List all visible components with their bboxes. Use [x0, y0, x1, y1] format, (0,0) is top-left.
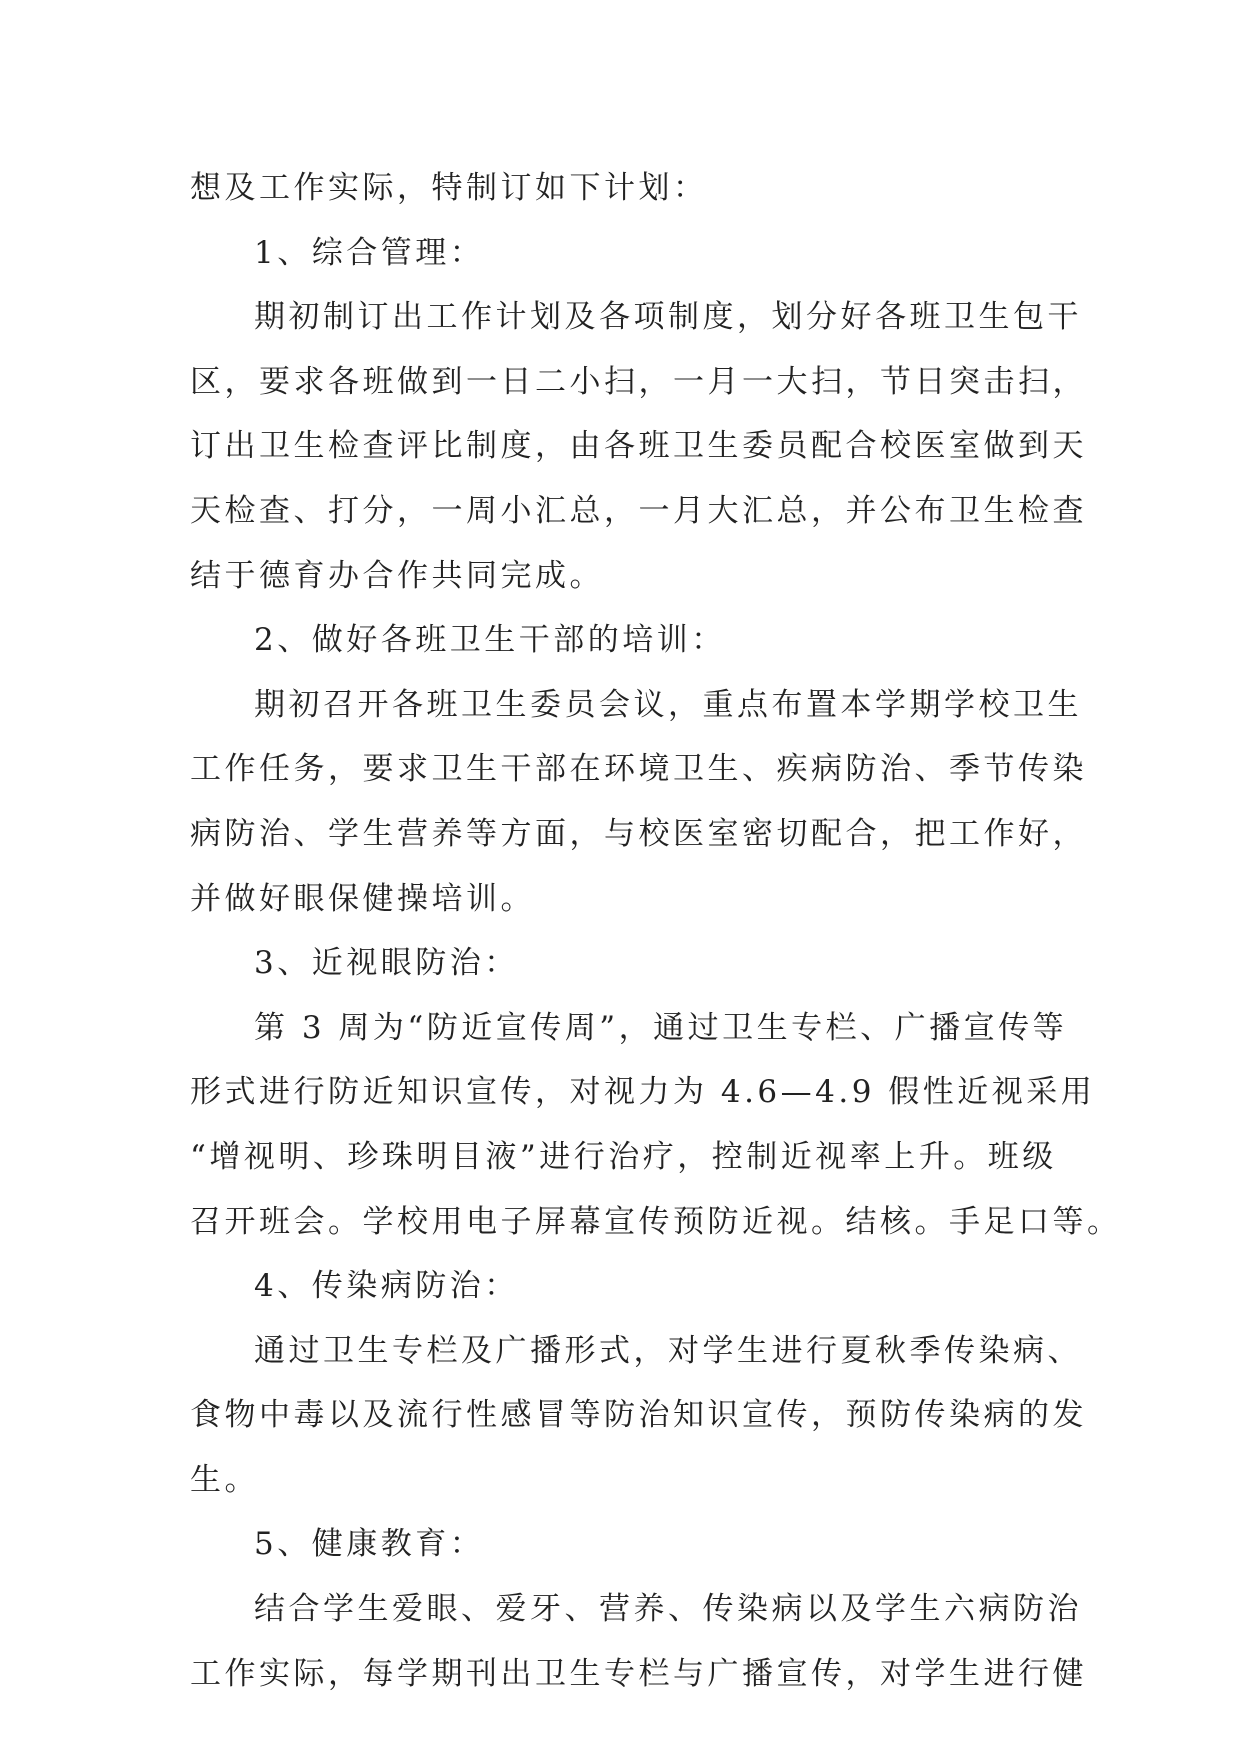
text-line: 结合学生爱眼、爱牙、营养、传染病以及学生六病防治: [254, 1591, 1082, 1628]
text-line: 工作实际，每学期刊出卫生专栏与广播宣传，对学生进行健: [190, 1655, 1087, 1692]
text-line: 期初召开各班卫生委员会议，重点布置本学期学校卫生: [254, 686, 1082, 723]
document-body: [190, 156, 1122, 1706]
text-line: 召开班会。学校用电子屏幕宣传预防近视。结核。手足口等。: [190, 1203, 1122, 1240]
text-line: 3、近视眼防治：: [254, 945, 519, 982]
text-line: 食物中毒以及流行性感冒等防治知识宣传，预防传染病的发: [190, 1397, 1087, 1434]
text-line: 通过卫生专栏及广播形式，对学生进行夏秋季传染病、: [254, 1332, 1082, 1369]
text-line: 订出卫生检查评比制度，由各班卫生委员配合校医室做到天: [190, 428, 1087, 465]
text-line: 5、健康教育：: [254, 1526, 485, 1563]
text-line: 病防治、学生营养等方面，与校医室密切配合，把工作好，: [190, 815, 1087, 852]
text-line: 第 3 周为“防近宣传周”，通过卫生专栏、广播宣传等: [254, 1009, 1068, 1046]
text-line: 4、传染病防治：: [254, 1268, 519, 1305]
text-line: 生。: [190, 1461, 259, 1498]
text-line: “增视明、珍珠明目液”进行治疗，控制近视率上升。班级: [190, 1138, 1057, 1175]
text-line: 区，要求各班做到一日二小扫，一月一大扫，节日突击扫，: [190, 363, 1087, 400]
text-line: 2、做好各班卫生干部的培训：: [254, 622, 726, 659]
text-line: 1、综合管理：: [254, 234, 485, 271]
text-line: 期初制订出工作计划及各项制度，划分好各班卫生包干: [254, 299, 1082, 336]
text-line: 形式进行防近知识宣传，对视力为 4.6—4.9 假性近视采用: [190, 1074, 1096, 1111]
text-line: 并做好眼保健操培训。: [190, 880, 535, 917]
text-line: 结于德育办合作共同完成。: [190, 557, 604, 594]
text-line: 天检查、打分，一周小汇总，一月大汇总，并公布卫生检查: [190, 492, 1087, 529]
text-line: 想及工作实际，特制订如下计划：: [190, 170, 708, 206]
text-line: 工作任务，要求卫生干部在环境卫生、疾病防治、季节传染: [190, 751, 1087, 788]
